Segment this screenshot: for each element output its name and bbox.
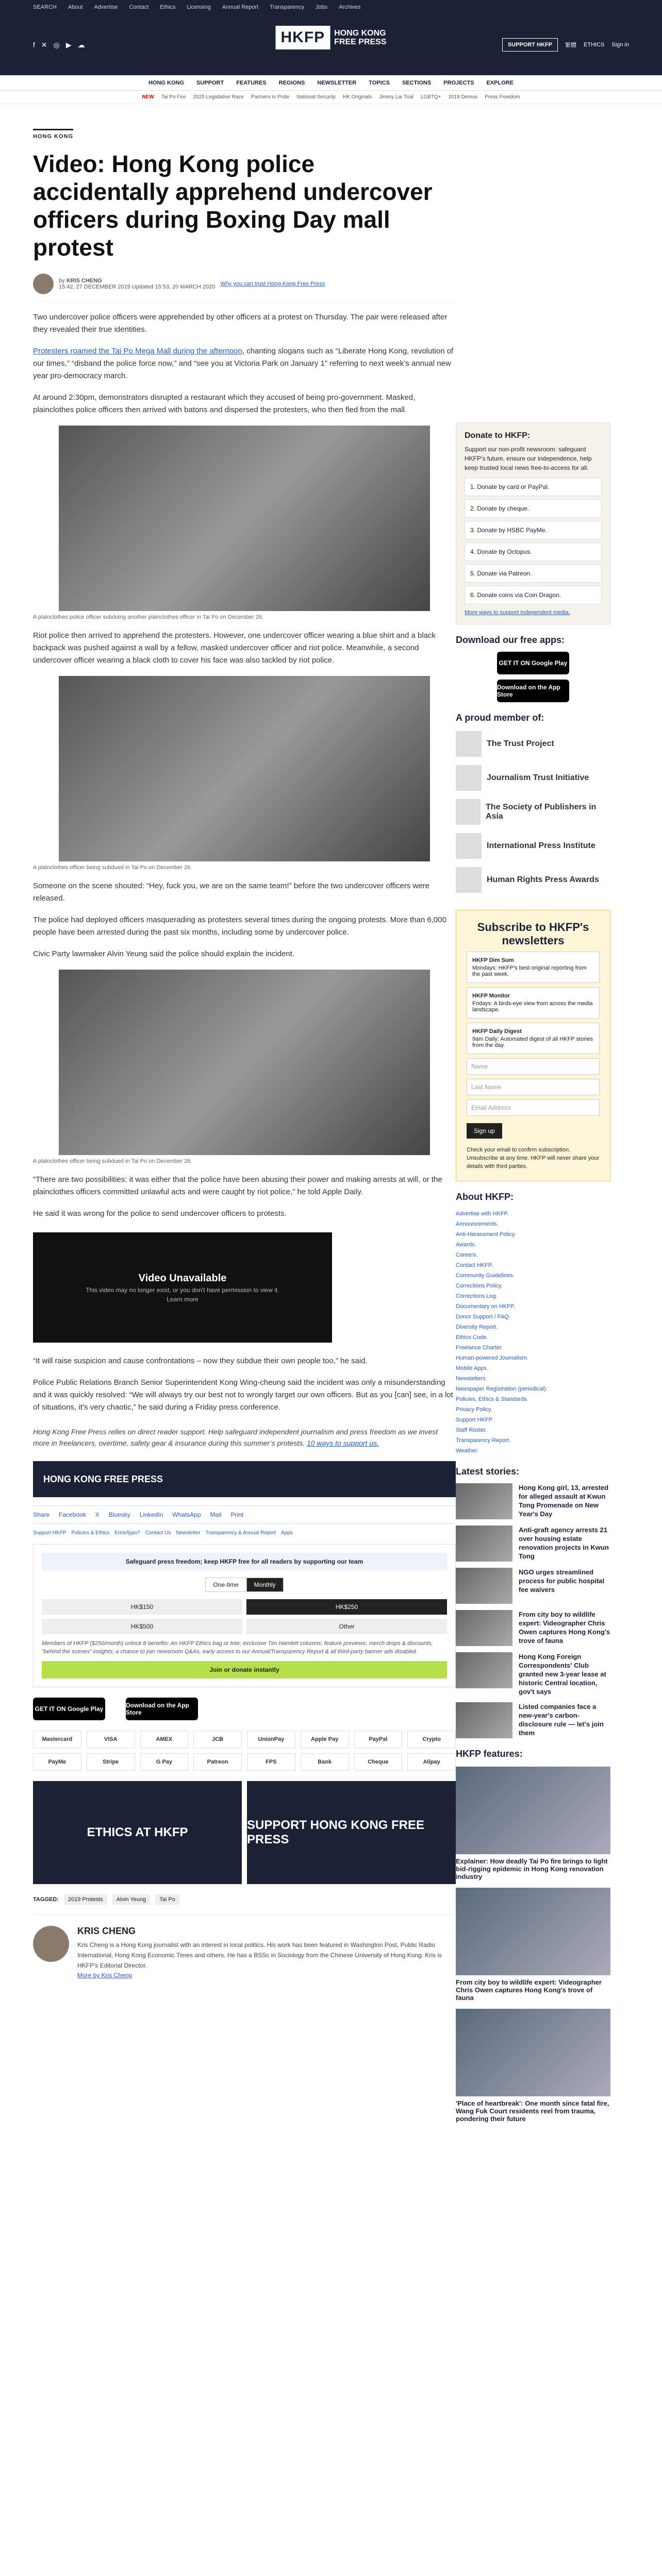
sub-nav: [0, 91, 662, 104]
payment-logo: JCB: [193, 1731, 242, 1748]
article: [33, 129, 456, 1980]
payment-logo: Apple Pay: [301, 1731, 349, 1748]
ways-support-link[interactable]: 10 ways to support us.: [306, 1439, 379, 1447]
newsletter-name: HKFP Dim Sum: [472, 957, 514, 963]
video-title: Video Unavailable: [138, 1272, 227, 1284]
share-linkedin[interactable]: LinkedIn: [139, 1511, 163, 1518]
subnav-item[interactable]: Press Freedom: [485, 94, 520, 100]
feature-title: From city boy to wildlife expert: Videographer Chris Owen captures Hong Kong's trove of fauna: [456, 1978, 602, 2002]
about-link[interactable]: Announcements.: [456, 1221, 499, 1227]
video-message: This video may no longer exist, or you don't have permission to view it.: [86, 1286, 279, 1294]
more-ways-link[interactable]: More ways to support independent media.: [465, 609, 570, 616]
facebook-icon[interactable]: f: [33, 40, 35, 49]
site-header: [0, 14, 662, 75]
youtube-icon[interactable]: ▶: [65, 40, 72, 49]
pill-link[interactable]: Error/typo?: [114, 1530, 140, 1536]
newsletter-desc: Fridays: A birds-eye view from across the media landscape.: [472, 1001, 593, 1013]
donate-option[interactable]: 1. Donate by card or PayPal.: [465, 478, 602, 496]
about-link[interactable]: Diversity Report.: [456, 1324, 498, 1330]
newsletter-box: [456, 910, 610, 1181]
feature-story[interactable]: [456, 1767, 610, 1880]
category-label[interactable]: HONG KONG: [33, 129, 73, 140]
nav-regions[interactable]: REGIONS: [278, 79, 305, 86]
support-promo[interactable]: SUPPORT HONG KONG FREE PRESS: [247, 1781, 456, 1884]
payment-logo: UnionPay: [247, 1731, 295, 1748]
main-nav: [0, 75, 662, 91]
nav-explore[interactable]: EXPLORE: [486, 79, 514, 86]
about-link[interactable]: Support HKFP.: [456, 1417, 493, 1423]
story-title: NGO urges streamlined process for public hospital fee waivers: [519, 1568, 605, 1594]
feature-image: [456, 1888, 610, 1975]
logo-mark: HKFP: [275, 26, 330, 49]
newsletter-name: HKFP Monitor: [472, 993, 510, 999]
contact-link[interactable]: Contact: [129, 4, 149, 10]
about-link[interactable]: Corrections Log.: [456, 1293, 498, 1299]
about-link[interactable]: Newsletters.: [456, 1376, 487, 1382]
subnav-item[interactable]: Partners in Pride: [251, 94, 290, 100]
video-learn-more[interactable]: Learn more: [167, 1295, 198, 1303]
article-photo: [59, 426, 430, 611]
amount-option[interactable]: HK$500: [42, 1619, 242, 1634]
paragraph: The police had deployed officers masquerading as protesters several times during the ongoing protests. More than 6,000 people have been arrested during the past six months, including some by undercover police.: [33, 916, 446, 937]
tai-po-link[interactable]: Protesters roamed the Tai Po Mega Mall during the afternoon: [33, 347, 242, 355]
about-link[interactable]: Contact HKFP.: [456, 1262, 493, 1268]
story-thumbnail: [456, 1483, 512, 1519]
story-thumbnail: [456, 1610, 512, 1646]
donate-text: Support our non-profit newsroom: safeguard HKFP’s future, ensure our independence, help keep trusted local news free-to-access for all.: [465, 446, 592, 471]
last-name-field[interactable]: Last Name: [467, 1079, 600, 1095]
jti-logo: [456, 765, 482, 791]
member-title: A proud member of:: [456, 713, 544, 723]
latest-title: Latest stories:: [456, 1466, 520, 1477]
app-store-badge[interactable]: Download on the App Store: [126, 1698, 198, 1720]
about-link[interactable]: Documentary on HKFP.: [456, 1303, 515, 1310]
amount-option[interactable]: HK$250: [246, 1599, 447, 1615]
byline-prefix: by: [59, 278, 65, 284]
share-facebook[interactable]: Facebook: [59, 1511, 86, 1518]
donation-box: [33, 1544, 456, 1687]
apps-title: Download our free apps:: [456, 635, 565, 645]
feature-story[interactable]: [456, 1888, 610, 2002]
story-thumbnail: [456, 1568, 512, 1604]
member-name: The Trust Project: [487, 739, 554, 748]
about-link[interactable]: Transparency Report.: [456, 1437, 510, 1444]
latest-story[interactable]: [456, 1526, 610, 1562]
newsletter-option[interactable]: [467, 952, 600, 983]
subnav-item[interactable]: Jimmy Lai Trial: [379, 94, 413, 100]
video-embed[interactable]: [33, 1232, 332, 1343]
paragraph: Two undercover police officers were apprehended by other officers at a protest on Thursday. The pair were released after they revealed their true identities.: [33, 313, 448, 334]
google-play-badge[interactable]: GET IT ON Google Play: [497, 652, 569, 674]
advertise-link[interactable]: Advertise: [94, 4, 118, 10]
paragraph: At around 2:30pm, demonstrators disrupted a restaurant which they accused of being pro-government. Masked, plainclothes police officers then arrived with batons and dispersed the protesters, who then fled from the mall.: [33, 393, 416, 414]
transparency-link[interactable]: Transparency: [270, 4, 304, 10]
feature-story[interactable]: [456, 2009, 610, 2123]
about-link[interactable]: Advertise with HKFP.: [456, 1211, 509, 1217]
newsletter-option[interactable]: [467, 987, 600, 1019]
payment-logo: FPS: [247, 1753, 295, 1771]
ethics-promo[interactable]: ETHICS AT HKFP: [33, 1781, 242, 1884]
bluesky-icon[interactable]: ☁: [77, 40, 85, 49]
about-link[interactable]: Careers.: [456, 1252, 478, 1258]
top-bar: [0, 0, 662, 14]
about-link[interactable]: Human-powered Journalism.: [456, 1355, 528, 1361]
avatar: [33, 274, 54, 294]
share-print[interactable]: Print: [230, 1511, 244, 1518]
about-link[interactable]: Privacy Policy.: [456, 1406, 492, 1413]
nav-projects[interactable]: PROJECTS: [443, 79, 474, 86]
hrpa-logo: [456, 867, 482, 893]
story-title: Hong Kong girl, 13, arrested for alleged assault at Kwun Tong Promenade on New Year's Day: [519, 1484, 609, 1518]
name-field[interactable]: Name: [467, 1058, 600, 1075]
member-name: Human Rights Press Awards: [487, 875, 599, 884]
paragraph: Civic Party lawmaker Alvin Yeung said the police should explain the incident.: [33, 950, 294, 958]
new-label: NEW: [142, 94, 154, 100]
donate-widget: [456, 422, 610, 624]
newsletter-title: Subscribe to HKFP's newsletters: [477, 921, 589, 947]
payment-logo: Bank: [301, 1753, 349, 1771]
about-link[interactable]: Corrections Policy.: [456, 1283, 503, 1289]
lang-link[interactable]: 繁體: [565, 42, 577, 48]
donate-option[interactable]: 4. Donate by Octopus.: [465, 543, 602, 561]
donate-option[interactable]: 5. Donate via Patreon.: [465, 564, 602, 583]
trust-link[interactable]: Why you can trust Hong Kong Free Press: [220, 281, 325, 287]
author-link[interactable]: KRIS CHENG: [66, 278, 102, 284]
email-field[interactable]: Email Address: [467, 1099, 600, 1116]
paragraph: Riot police then arrived to apprehend the protesters. However, one undercover officer wearing a blue shirt and a black backpack was pushed against a wall by a fellow, masked undercover officer and riot police. Meanwhile, a second undercover officer wearing a black cloth to cover his face was also tackled by riot police.: [33, 631, 436, 665]
about-link[interactable]: Mobile Apps.: [456, 1365, 488, 1371]
donate-title: Donate to HKFP:: [465, 431, 531, 440]
feature-image: [456, 2009, 610, 2096]
latest-story[interactable]: [456, 1610, 610, 1646]
instagram-icon[interactable]: ◎: [53, 40, 60, 49]
subnav-item[interactable]: Tai Po Fire: [161, 94, 186, 100]
payment-logo: VISA: [87, 1731, 135, 1748]
tags: [33, 1894, 456, 1905]
subnav-item[interactable]: HK Originals: [342, 94, 372, 100]
author-bio: [33, 1915, 456, 1980]
article-photo: [59, 970, 430, 1155]
logo-line2: FREE PRESS: [334, 38, 387, 46]
paragraph: , chanting slogans such as “Liberate Hong Kong, revolution of our times,” “disband the police force now,” and “see you at Victoria Park on January 1” referring to next week’s annual new year pro-democracy march.: [33, 347, 454, 380]
nav-features[interactable]: FEATURES: [236, 79, 267, 86]
footer-links: [33, 1530, 456, 1536]
article-title: Video: Hong Kong police accidentally apprehend undercover officers during Boxing Day mall protest: [33, 150, 433, 261]
latest-story[interactable]: [456, 1483, 610, 1519]
about-link[interactable]: Policies, Ethics & Standards.: [456, 1396, 528, 1402]
paragraph: Police Public Relations Branch Senior Superintendent Kong Wing-cheung said the incident was only a misunderstanding and it was quickly resolved: “We will always try our best not to wrongly target our own officers. But as you [can] see, in a lot of situations, it’s very chaotic,” he said during a Friday press conference.: [33, 1378, 453, 1412]
paragraph: Someone on the scene shouted: “Hey, fuck you, we are on the same team!” before the two undercover officers were released.: [33, 882, 430, 903]
google-play-badge[interactable]: GET IT ON Google Play: [33, 1698, 105, 1720]
latest-story[interactable]: [456, 1568, 610, 1604]
payment-logo: PayPal: [354, 1731, 403, 1748]
payment-methods: [33, 1731, 456, 1771]
nav-sections[interactable]: SECTIONS: [402, 79, 432, 86]
payment-logo: Patreon: [193, 1753, 242, 1771]
signin-link[interactable]: Sign in: [611, 42, 629, 48]
member-name: The Society of Publishers in Asia: [486, 803, 597, 821]
annual-report-link[interactable]: Annual Report: [222, 4, 259, 10]
ethics-header-link[interactable]: ETHICS: [584, 42, 605, 48]
paragraph: “It will raise suspicion and cause confrontations – now they subdue their own people too,” he said.: [33, 1357, 368, 1365]
payment-logo: PayMe: [33, 1753, 81, 1771]
payment-logo: Stripe: [87, 1753, 135, 1771]
about-link[interactable]: Awards.: [456, 1242, 476, 1248]
jobs-link[interactable]: Jobs: [316, 4, 328, 10]
app-store-badge[interactable]: Download on the App Store: [497, 680, 569, 702]
about-link[interactable]: Staff Roster.: [456, 1427, 487, 1433]
about-link[interactable]: Community Guidelines.: [456, 1273, 515, 1279]
donate-option[interactable]: 6. Donate coins via Coin Dragon.: [465, 586, 602, 604]
nav-topics[interactable]: TOPICS: [369, 79, 390, 86]
payment-logo: Crypto: [407, 1731, 456, 1748]
story-title: Anti-graft agency arrests 21 over housing estate renovation projects in Kwun Tong: [519, 1526, 609, 1560]
avatar: [33, 1926, 69, 1962]
tags-label: TAGGED:: [33, 1896, 59, 1903]
nav-newsletter[interactable]: NEWSLETTER: [317, 79, 357, 86]
logo-line1: HONG KONG: [334, 29, 386, 38]
payment-logo: Cheque: [354, 1753, 403, 1771]
archives-link[interactable]: Archives: [339, 4, 361, 10]
share-whatsapp[interactable]: WhatsApp: [172, 1511, 201, 1518]
about-title: About HKFP:: [456, 1192, 514, 1202]
member-name: Journalism Trust Initiative: [487, 773, 589, 782]
search-link[interactable]: SEARCH: [33, 4, 57, 10]
photo-caption: A plainclothes officer being subdued in Tai Po on December 26.: [33, 1158, 192, 1164]
about-link[interactable]: Newspaper Registration (periodical).: [456, 1386, 548, 1392]
sopa-logo: [456, 799, 481, 825]
ipi-logo: [456, 833, 482, 859]
share-bar: [33, 1505, 456, 1524]
payment-logo: Mastercard: [33, 1731, 81, 1748]
newsletter-desc: Mondays: HKFP's best original reporting from the past week.: [472, 965, 587, 977]
donate-option[interactable]: 3. Donate by HSBC PayMe.: [465, 521, 602, 539]
share-x[interactable]: X: [95, 1511, 100, 1518]
more-by-link[interactable]: More by Kris Cheng: [77, 1972, 133, 1979]
share-label: Share: [33, 1511, 50, 1518]
support-note: Hong Kong Free Press relies on direct reader support. Help safeguard independent journalism and press freedom as we invest more in freelancers, overtime, safety gear & insurance during this summer’s protests.: [33, 1428, 438, 1447]
monthly-toggle[interactable]: Monthly: [246, 1578, 284, 1592]
pill-link[interactable]: Contact Us: [145, 1530, 171, 1536]
nav-hong-kong[interactable]: HONG KONG: [148, 79, 184, 86]
latest-story[interactable]: [456, 1702, 610, 1738]
ethics-link[interactable]: Ethics: [160, 4, 176, 10]
sidebar: [456, 422, 610, 2130]
paragraph: “There are two possibilities: it was either that the police have been abusing their power and making arrests at will, or the plainclothes officers committed unlawful acts and were caught by riot police,” he told Apple Daily.: [33, 1175, 442, 1196]
payment-logo: Alipay: [407, 1753, 456, 1771]
amount-option[interactable]: Other: [246, 1619, 447, 1634]
latest-story[interactable]: [456, 1652, 610, 1696]
pill-link[interactable]: Policies & Ethics: [71, 1530, 110, 1536]
subnav-item[interactable]: 2019 Demos: [448, 94, 478, 100]
social-icons: [33, 41, 85, 49]
subnav-item[interactable]: LGBTQ+: [420, 94, 441, 100]
article-photo: [59, 676, 430, 861]
tag-link[interactable]: 2019 Protests: [64, 1894, 107, 1905]
payment-logo: AMEX: [140, 1731, 189, 1748]
byline: [33, 274, 456, 302]
feature-title: 'Place of heartbreak': One month since fatal fire, Wang Fuk Court residents reel from trauma, pondering their future: [456, 2099, 609, 2123]
about-link[interactable]: Anti-Harassment Policy.: [456, 1231, 516, 1238]
member-name: International Press Institute: [487, 841, 595, 850]
support-hkfp-button[interactable]: SUPPORT HKFP: [502, 38, 558, 52]
story-thumbnail: [456, 1526, 512, 1562]
signup-button[interactable]: Sign up: [467, 1123, 502, 1139]
story-title: Hong Kong Foreign Correspondents' Club granted new 3-year lease at historic Central location, gov't says: [519, 1653, 606, 1696]
tag-link[interactable]: Tai Po: [155, 1894, 179, 1905]
donation-title: Safeguard press freedom; keep HKFP free for all readers by supporting our team: [42, 1553, 447, 1570]
feature-image: [456, 1767, 610, 1854]
pill-link[interactable]: Transparency & Annual Report: [205, 1530, 276, 1536]
pill-link[interactable]: Support HKFP: [33, 1530, 67, 1536]
paragraph: He said it was wrong for the police to send undercover officers to protests.: [33, 1209, 287, 1218]
about-list: [456, 1209, 610, 1456]
pill-link[interactable]: Newsletter: [176, 1530, 201, 1536]
about-link[interactable]: Freelance Charter.: [456, 1345, 503, 1351]
newsletter-note: Check your email to confirm subscription. Unsubscribe at any time. HKFP will never share your details with third parties.: [467, 1147, 600, 1170]
story-title: Listed companies face a new-year's carbon-disclosure rule — let's join them: [519, 1703, 604, 1737]
membership-note: Members of HKFP ($250/month) unlock 8 benefits: An HKFP Ethics bag or tote; exclusive Tim Hamlett columns; feature previews, merch drops & discounts, “behind the scenes” insights; a chance to join newsroom Q&As, early access to our Annual/Transparency Report & all third-party banner ads disabled.: [42, 1640, 433, 1655]
bio-text: Kris Cheng is a Hong Kong journalist with an interest in local politics. His work has been featured in Washington Post, Public Radio International, Hong Kong Economic Times and others. He has a BSSc in Sociology from the Chinese University of Hong Kong. Kris is HKFP's Editorial Director.: [77, 1941, 442, 1969]
donate-option[interactable]: 2. Donate by cheque.: [465, 499, 602, 518]
x-icon[interactable]: ✕: [41, 40, 47, 49]
share-bluesky[interactable]: Bluesky: [108, 1511, 130, 1518]
one-time-toggle[interactable]: One-time: [205, 1578, 246, 1592]
features-title: HKFP features:: [456, 1749, 523, 1759]
newsletter-name: HKFP Daily Digest: [472, 1028, 522, 1035]
feature-title: Explainer: How deadly Tai Po fire brings to light bid-rigging epidemic in Hong Kong renovation industry: [456, 1857, 608, 1880]
subnav-item[interactable]: National Security: [296, 94, 336, 100]
nav-support[interactable]: SUPPORT: [196, 79, 224, 86]
photo-caption: A plainclothes officer being subdued in Tai Po on December 26.: [33, 865, 192, 871]
about-link[interactable]: Ethics Code.: [456, 1334, 488, 1341]
newsletter-desc: 9am Daily: Automated digest of all HKFP stories from the day.: [472, 1036, 593, 1048]
licensing-link[interactable]: Licensing: [187, 4, 211, 10]
about-link[interactable]: About: [68, 4, 83, 10]
photo-caption: A plainclothes police officer subduing another plainclothes officer in Tai Po on December 26.: [33, 614, 264, 620]
subnav-item[interactable]: 2025 Legislative Race: [193, 94, 244, 100]
bio-name[interactable]: KRIS CHENG: [77, 1926, 136, 1936]
payment-logo: G Pay: [140, 1753, 189, 1771]
story-title: From city boy to wildlife expert: Videographer Chris Owen captures Hong Kong's trove of fauna: [519, 1611, 610, 1645]
story-thumbnail: [456, 1652, 512, 1688]
article-dates: 15:42, 27 DECEMBER 2019 Updated 15:53, 20 MARCH 2020: [59, 284, 216, 290]
amount-option[interactable]: HK$150: [42, 1599, 242, 1615]
about-link[interactable]: Donor Support / FAQ.: [456, 1314, 510, 1320]
about-link[interactable]: Weather.: [456, 1448, 478, 1454]
trust-project-logo: [456, 731, 482, 757]
share-mail[interactable]: Mail: [210, 1511, 222, 1518]
join-donate-button[interactable]: Join or donate instantly: [42, 1661, 447, 1679]
support-banner[interactable]: HONG KONG FREE PRESS: [33, 1461, 456, 1497]
tag-link[interactable]: Alvin Yeung: [112, 1894, 151, 1905]
site-logo[interactable]: [275, 26, 386, 49]
pill-link[interactable]: Apps: [280, 1530, 293, 1536]
newsletter-option[interactable]: [467, 1023, 600, 1054]
story-thumbnail: [456, 1702, 512, 1738]
